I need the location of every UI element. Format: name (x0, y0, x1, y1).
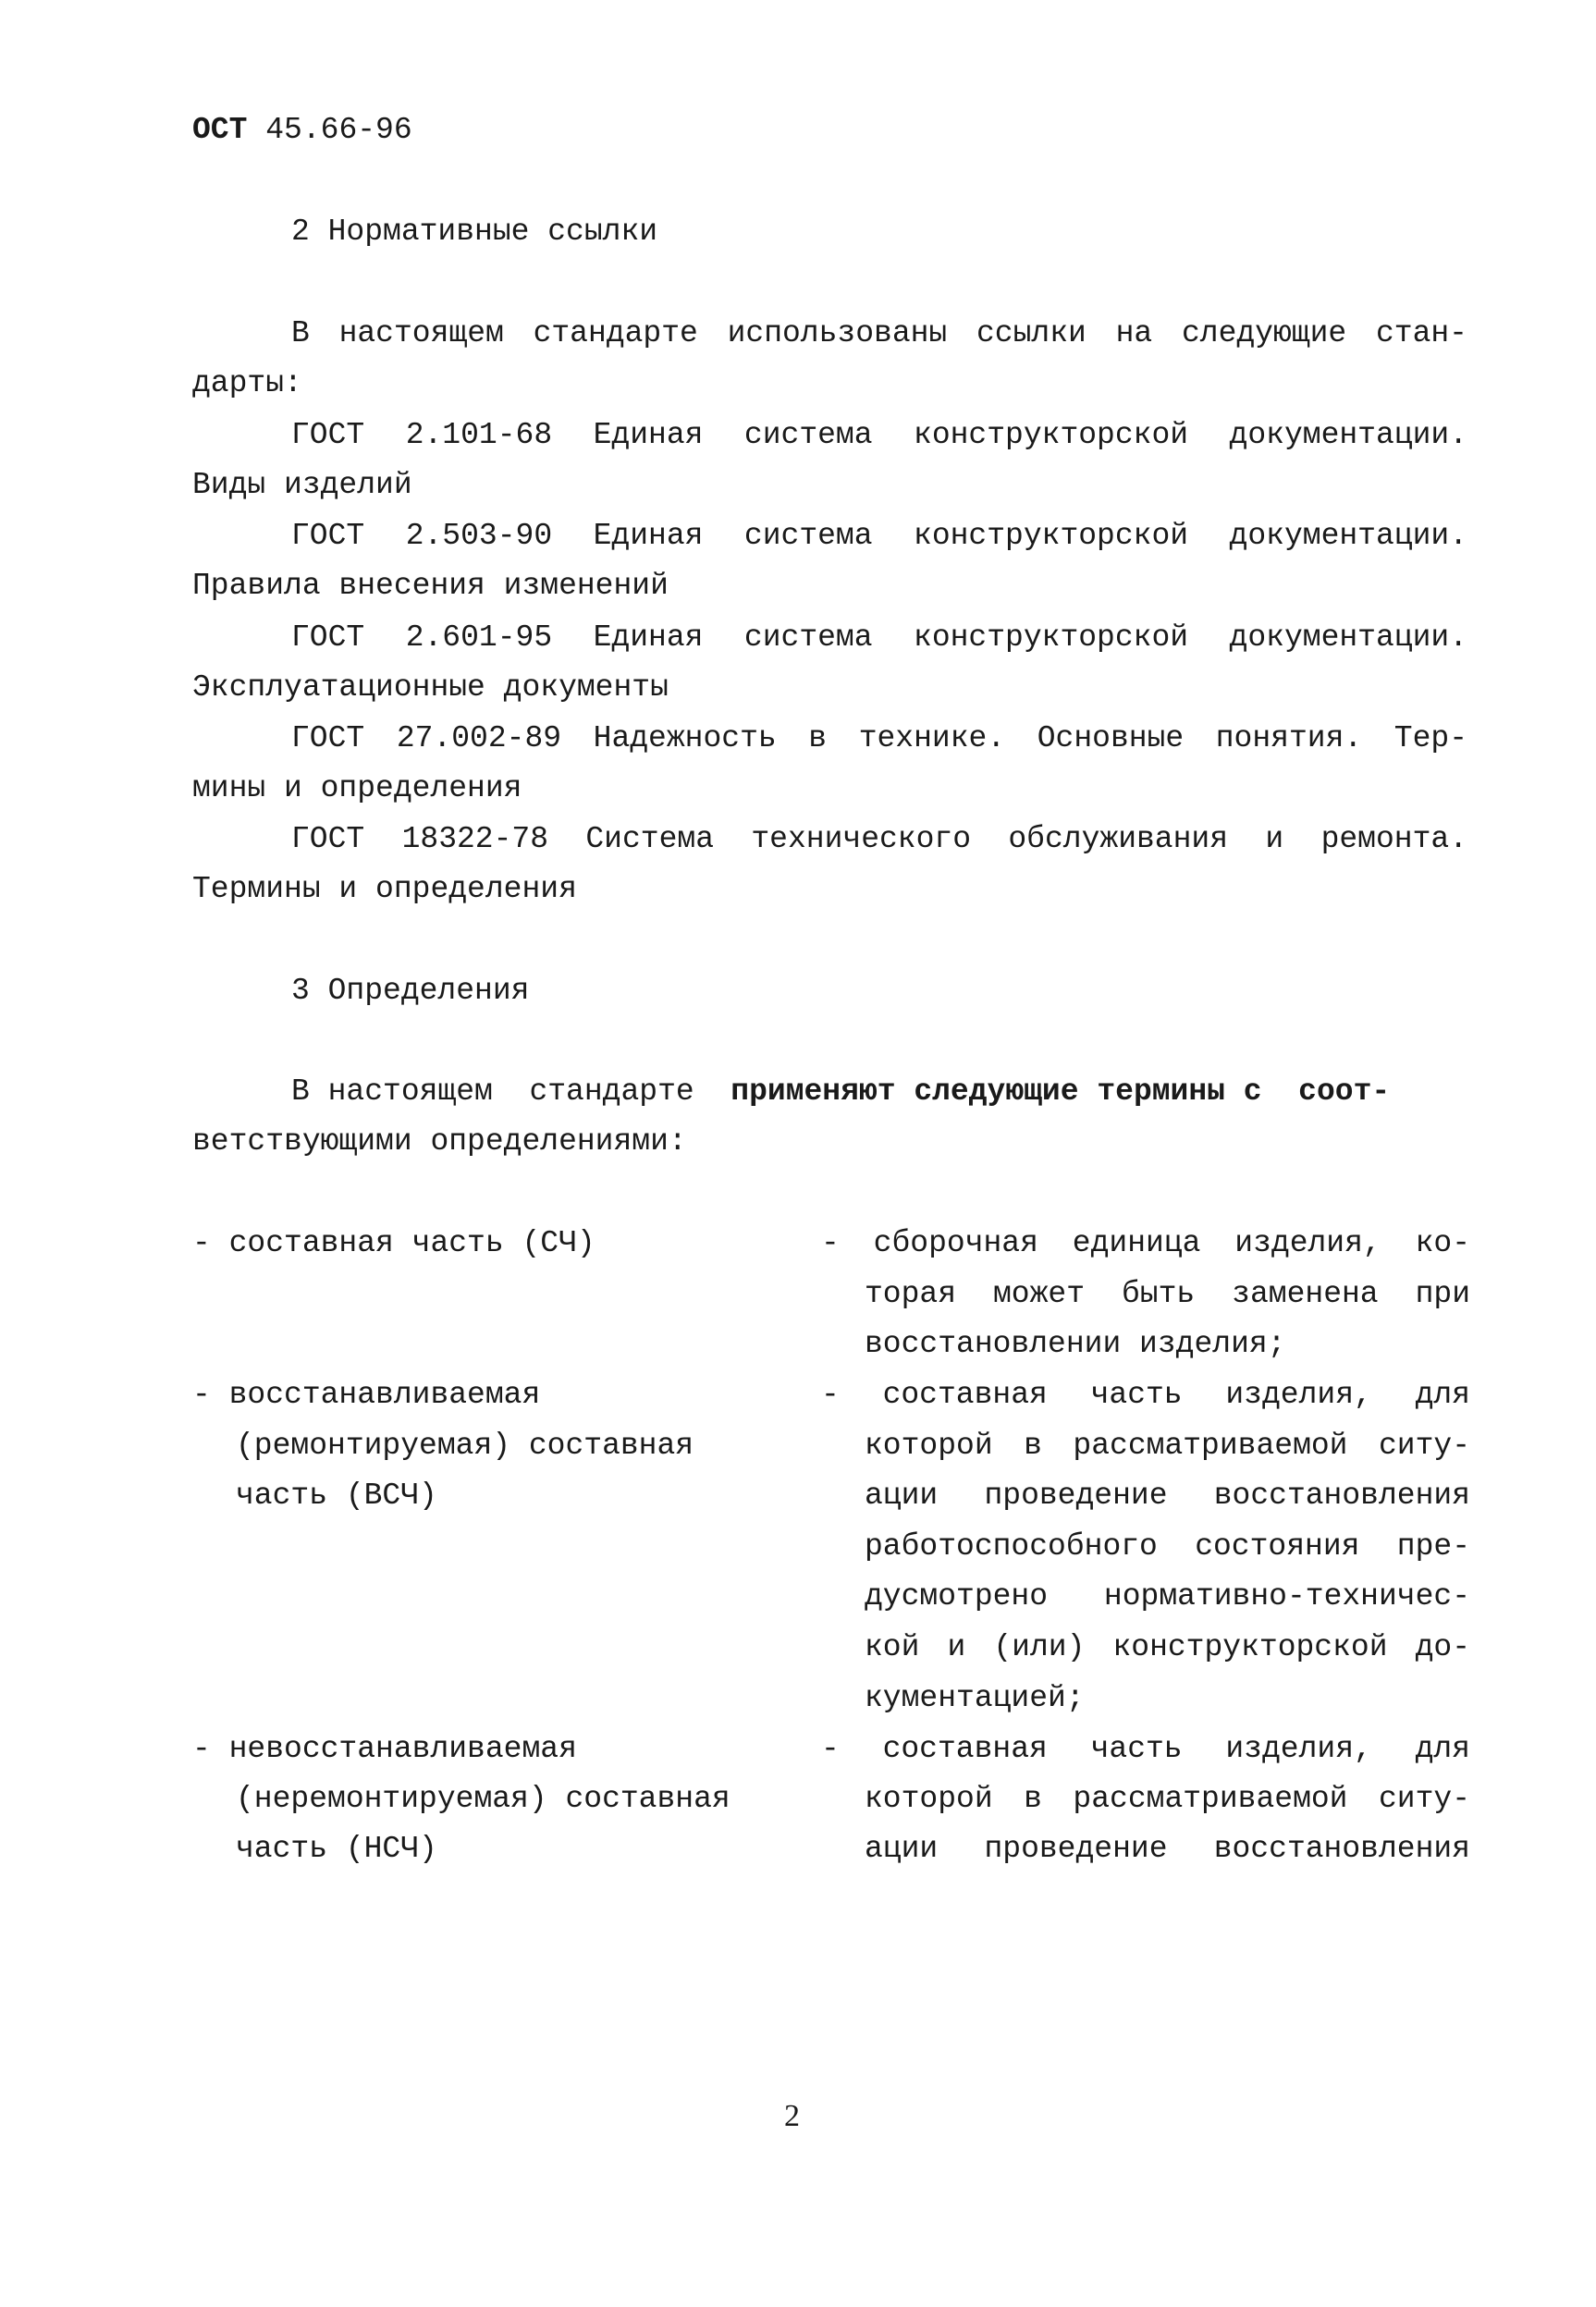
term-nsch-line2: (неремонтируемая) составная (236, 1782, 730, 1816)
definition-sch-line1: - сборочная единица изделия, ко- (821, 1226, 1470, 1260)
definition-nsch-line2: которой в рассматриваемой ситу- (865, 1782, 1470, 1816)
term-vsch-line3: часть (ВСЧ) (236, 1479, 437, 1513)
section-3-intro-line2: ветствующими определениями: (192, 1124, 687, 1159)
definition-vsch-line4: работоспособного состояния пре- (865, 1529, 1470, 1564)
term-nsch-line3: часть (НСЧ) (236, 1832, 437, 1866)
reference-gost-2-503-line1: ГОСТ 2.503-90 Единая система конструкторской документации. (291, 519, 1467, 553)
definition-sch-line2: торая может быть заменена при (865, 1277, 1470, 1311)
reference-gost-18322-line1: ГОСТ 18322-78 Система технического обслуживания и ремонта. (291, 822, 1467, 856)
reference-gost-2-101-line1: ГОСТ 2.101-68 Единая система конструкторской документации. (291, 418, 1467, 452)
page-number: 2 (784, 2099, 800, 2133)
definition-nsch-line3: ации проведение восстановления (865, 1832, 1470, 1866)
term-vsch-line2: (ремонтируемая) составная (236, 1429, 694, 1463)
definition-nsch-line1: - составная часть изделия, для (821, 1732, 1470, 1766)
reference-gost-18322-line2: Термины и определения (192, 872, 577, 906)
definition-vsch-line2: которой в рассматриваемой ситу- (865, 1429, 1470, 1463)
term-sch: - составная часть (СЧ) (192, 1226, 595, 1260)
reference-gost-2-101-line2: Виды изделий (192, 468, 412, 502)
reference-gost-27-002-line1: ГОСТ 27.002-89 Надежность в технике. Основные понятия. Тер- (291, 721, 1467, 755)
document-code (192, 115, 412, 145)
definition-vsch-line7: кументацией; (865, 1681, 1085, 1715)
section-3-intro-bold: применяют следующие термины с соот- (730, 1074, 1391, 1109)
section-2-intro-line1: В настоящем стандарте использованы ссылки на следующие стан- (291, 316, 1467, 350)
reference-gost-2-601-line1: ГОСТ 2.601-95 Единая система конструкторской документации. (291, 620, 1467, 655)
reference-gost-27-002-line2: мины и определения (192, 771, 522, 805)
reference-gost-2-601-line2: Эксплуатационные документы (192, 670, 669, 705)
section-2-intro-line2: дарты: (192, 366, 302, 400)
term-vsch-line1: - восстанавливаемая (192, 1378, 541, 1412)
term-nsch-line1: - невосстанавливаемая (192, 1732, 577, 1766)
definition-vsch-line5: дусмотрено нормативно-техничес- (865, 1579, 1470, 1614)
section-3-intro-line1 (291, 1076, 1390, 1107)
definition-sch-line3: восстановлении изделия; (865, 1327, 1286, 1361)
section-2-title: 2 Нормативные ссылки (291, 215, 658, 249)
definition-vsch-line6: кой и (или) конструкторской до- (865, 1630, 1470, 1664)
section-3-title: 3 Определения (291, 974, 530, 1008)
document-code-number: 45.66-96 (247, 113, 412, 147)
document-code-prefix: ОСТ (192, 113, 248, 147)
reference-gost-2-503-line2: Правила внесения изменений (192, 569, 669, 603)
definition-vsch-line1: - составная часть изделия, для (821, 1378, 1470, 1412)
section-3-intro-regular: В настоящем стандарте (291, 1074, 731, 1109)
definition-vsch-line3: ации проведение восстановления (865, 1479, 1470, 1513)
